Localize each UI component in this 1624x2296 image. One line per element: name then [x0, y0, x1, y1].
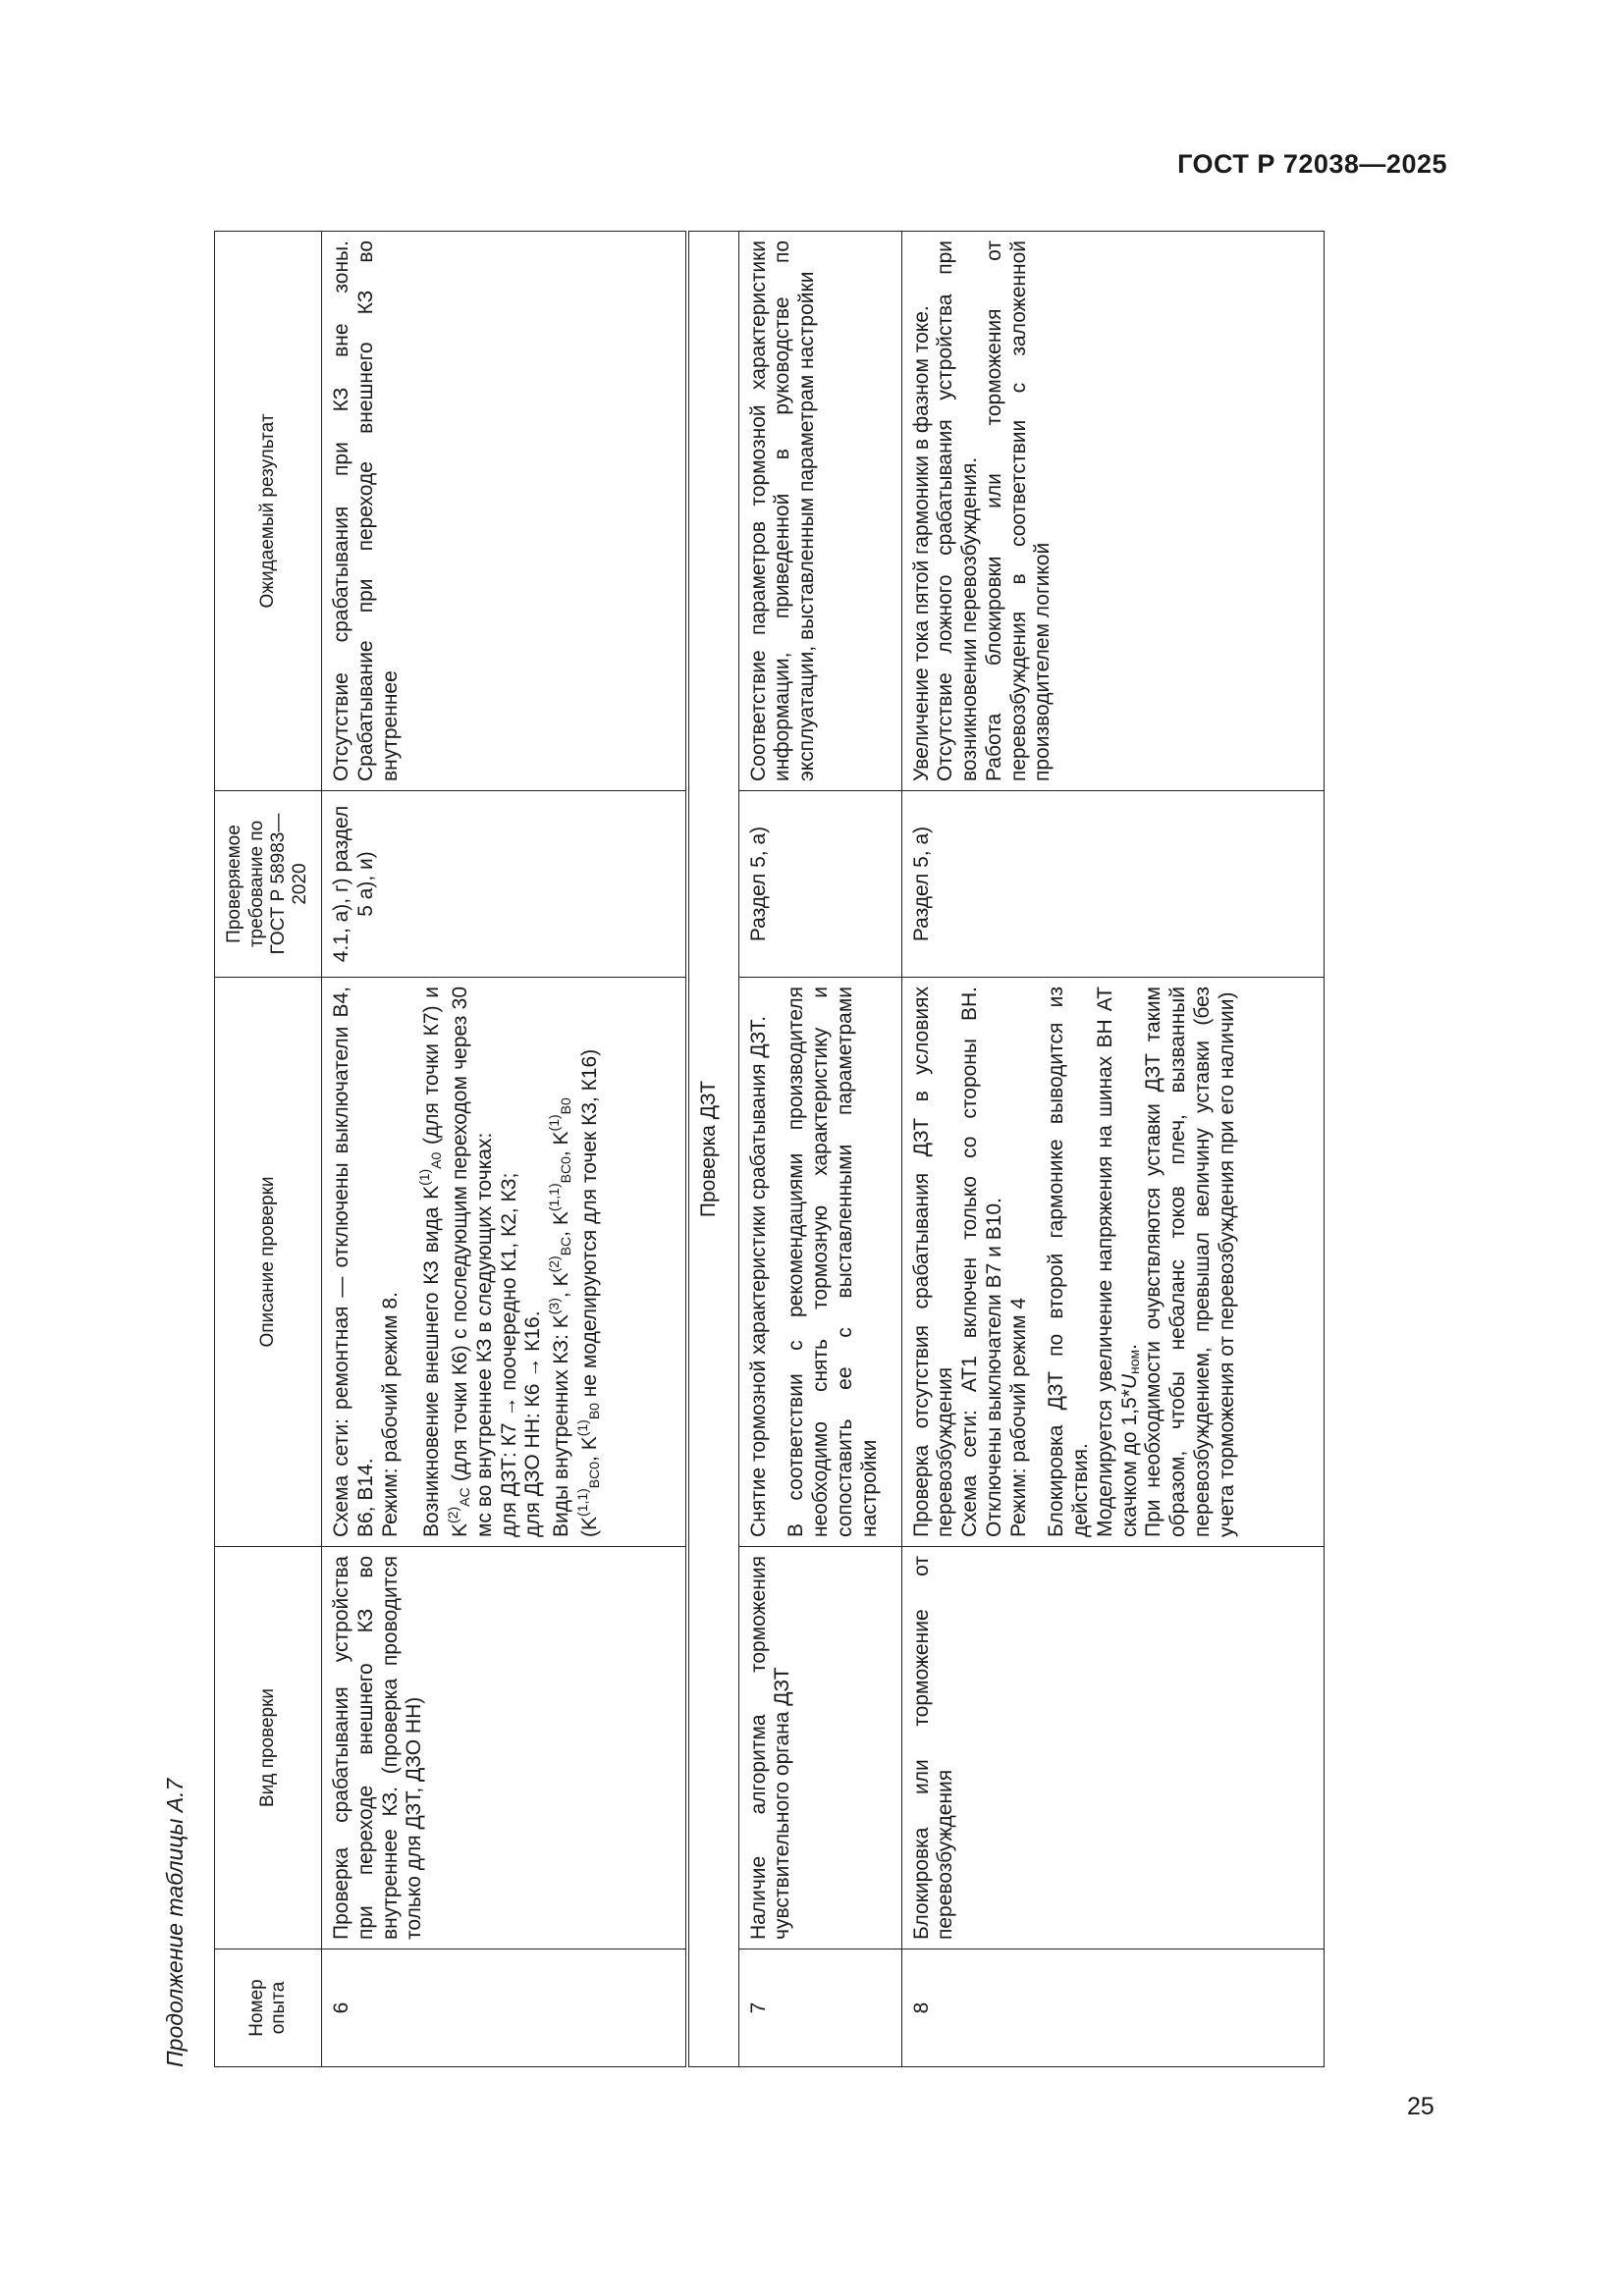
row8-result-p2: Отсутствие ложного срабатывания устройства при возникновении перевозбуждения. [934, 240, 982, 781]
row8-desc-p1: Проверка отсутствия срабатывания ДЗТ в условиях перевозбуждения [909, 987, 957, 1537]
row8-desc-p2: Схема сети: АТ1 включен только со стороны ВН. Отключены выключатели В7 и В10. [958, 987, 1005, 1537]
col-header-req: Проверяемое требование по ГОСТ Р 58983—2020 [215, 791, 322, 978]
row8-desc [901, 978, 1324, 1547]
row8-desc-p3: Режим: рабочий режим 4 [1006, 1297, 1030, 1537]
row8-req: Раздел 5, а) [901, 791, 1324, 978]
row7-num: 7 [738, 1949, 901, 2067]
table-row-7 [738, 232, 901, 2067]
row8-desc-p4: Блокировка ДЗТ по второй гармонике выводится из действия. [1045, 987, 1093, 1537]
row6-req: 4.1, а), г) раздел 5 а), и) [322, 791, 687, 978]
row7-desc-p2: В соответствии с рекомендациями производителя необходимо снять тормозную характеристику и сопоставить ее с выставленными параметрами настройки [785, 987, 881, 1537]
page-number: 25 [1407, 2093, 1435, 2120]
test-table [214, 231, 1325, 2067]
row8-result-p1: Увеличение тока пятой гармоники в фазном токе. [909, 305, 933, 781]
header-row [215, 232, 322, 2067]
col-header-num: Номер опыта [215, 1949, 322, 2067]
row8-num: 8 [901, 1949, 1324, 2067]
row7-result: Соответствие параметров тормозной характеристики информации, приведенной в руководстве по эксплуатации, выставленным параметрам настройки [738, 232, 901, 791]
document-code: ГОСТ Р 72038—2025 [1177, 149, 1447, 179]
row8-result [901, 232, 1324, 791]
row6-desc-p1: Схема сети: ремонтная — отключены выключатели В4, В6, В14. [330, 987, 377, 1537]
rotated-table-block [155, 232, 1274, 2067]
row6-result: Отсутствие срабатывания при КЗ вне зоны. Срабатывание при переходе внешнего КЗ во внутреннее [322, 232, 687, 791]
row8-kind: Блокировка или торможение от перевозбуждения [901, 1547, 1324, 1949]
row6-desc-p6: Виды внутренних КЗ: $K^{(3)}$, $K^{(2)}_{BC}$, K$^{(1,1)}_{BC0}$, $K^{(1)}_{B0}$ [546, 1097, 574, 1537]
row6-desc-p3: Возникновение внешнего КЗ вида $K^{(1)}_{A0}$ (для точки К7) и $K^{(2)}_{AC}$ (для точки К6) с последующим переходом через 30 мс во внутреннее КЗ в следующих точках: [416, 987, 496, 1537]
col-header-desc: Описание проверки [215, 978, 322, 1547]
row6-desc-p5: для ДЗО НН: К6 → К16. [521, 1310, 545, 1537]
row6-kind: Проверка срабатывания устройства при переходе внешнего КЗ во внутреннее КЗ. (проверка проводится только для ДЗТ, ДЗО НН) [322, 1547, 687, 1949]
row8-desc-p5: Моделируется увеличение напряжения на шинах ВН АТ скачком до $1,5*U_{ном}$. [1093, 987, 1142, 1537]
row6-desc [322, 978, 687, 1547]
col-header-kind: Вид проверки [215, 1547, 322, 1949]
row6-num: 6 [322, 1949, 687, 2067]
row7-kind: Наличие алгоритма торможения чувствительного органа ДЗТ [738, 1547, 901, 1949]
row7-req: Раздел 5, а) [738, 791, 901, 978]
table-caption: Продолжение таблицы А.7 [162, 1778, 188, 2067]
row7-desc-p1: Снятие тормозной характеристики срабатывания ДЗТ. [746, 1015, 770, 1537]
row6-desc-p7: ($K^{(1,1)}_{BC0}$, $K^{(1)}_{B0}$ не моделируются для точек К3, К16) [573, 1048, 602, 1537]
row8-desc-p6: При необходимости очувствляются уставки ДЗТ таким образом, чтобы небаланс токов плеч, вызванный перевозбуждением, превышал величину уставки (без учета торможения от перевозбуждения при его наличии) [1142, 987, 1238, 1537]
section-title: Проверка ДЗТ [687, 232, 739, 2067]
row8-result-p3: Работа блокировки или торможения от перевозбуждения в соответствии с заложенной производителем логикой [982, 240, 1055, 781]
col-header-result: Ожидаемый результат [215, 232, 322, 791]
table-row-8 [901, 232, 1324, 2067]
row7-desc [738, 978, 901, 1547]
row6-desc-p4: для ДЗТ: К7 → поочередно К1, К2, К3; [497, 1172, 520, 1537]
row6-desc-p2: Режим: рабочий режим 8. [378, 1292, 402, 1537]
section-row [687, 232, 739, 2067]
table-row-6 [322, 232, 687, 2067]
